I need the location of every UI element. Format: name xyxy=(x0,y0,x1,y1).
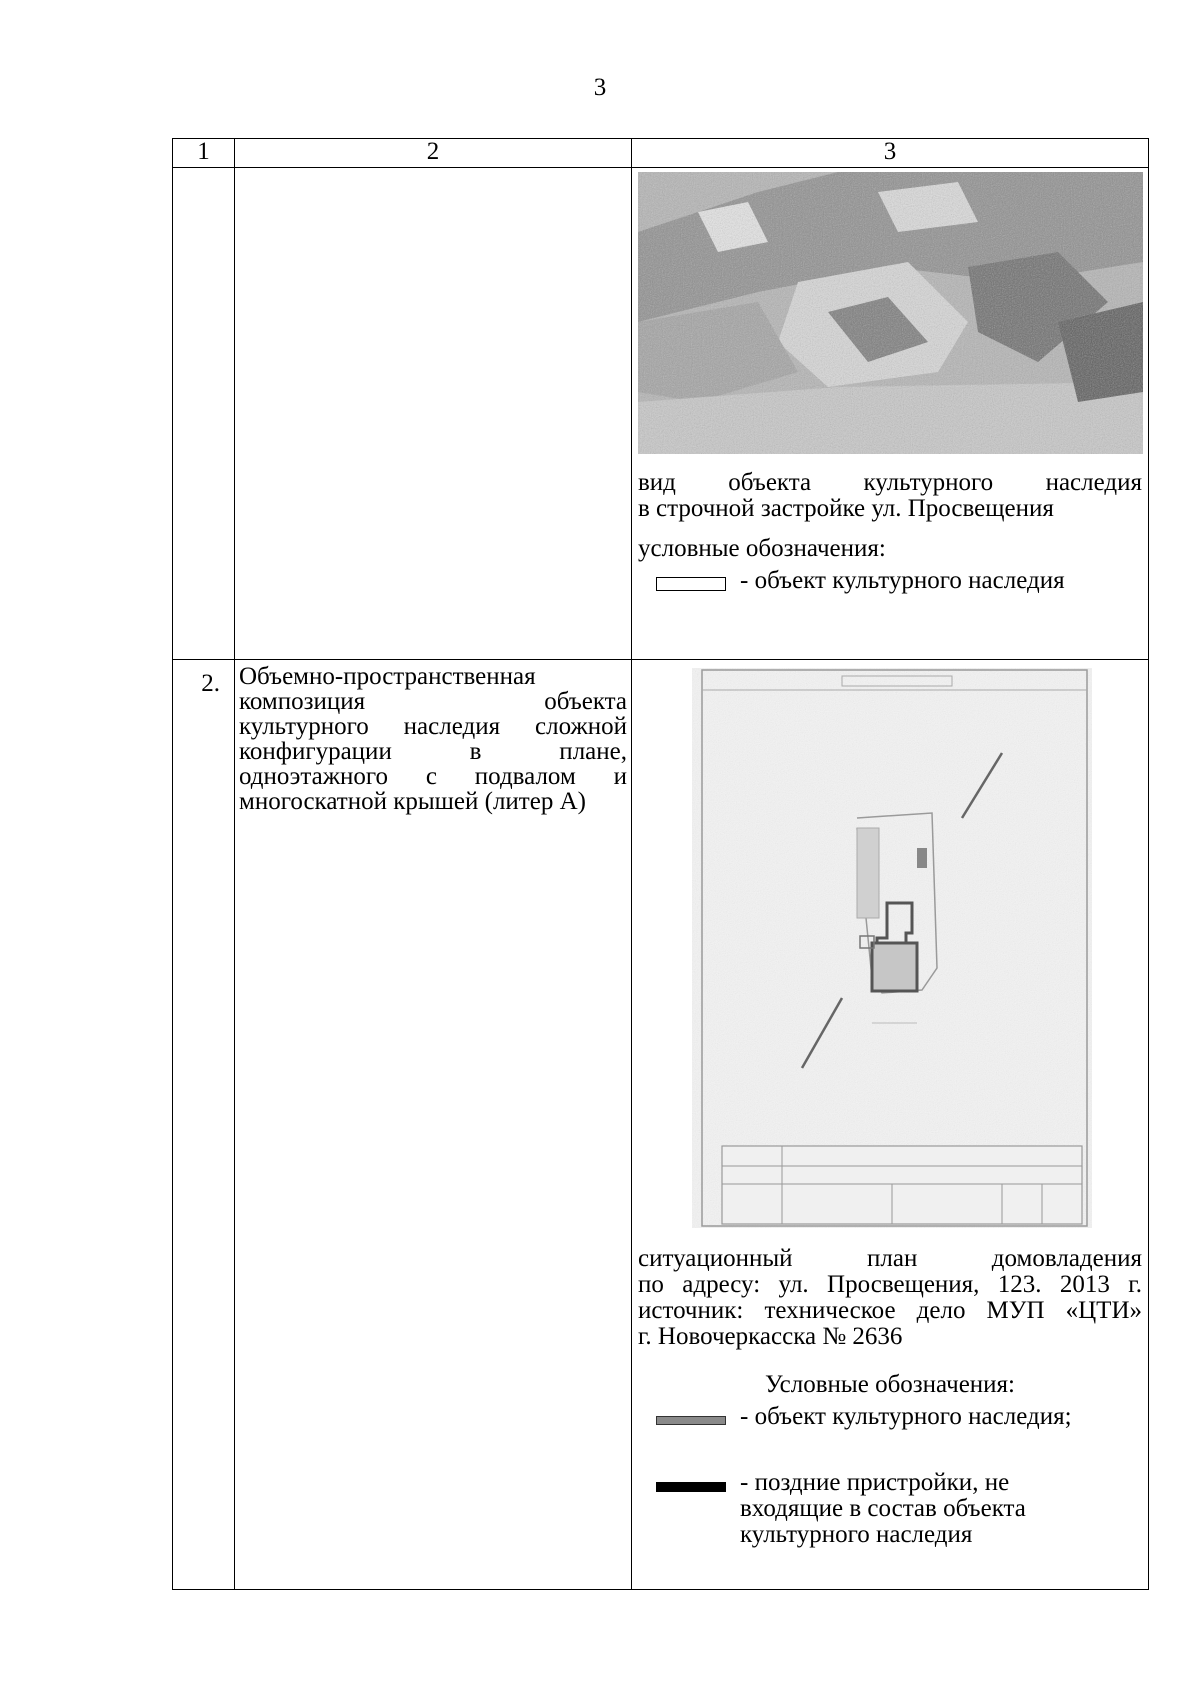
legend-text-line: - поздние пристройки, не xyxy=(740,1469,1010,1496)
header-col-3: 3 xyxy=(632,139,1149,168)
description-line: многоскатной крышей (литер А) xyxy=(239,788,586,815)
heritage-table xyxy=(172,138,1149,1590)
aerial-photo xyxy=(638,172,1143,454)
caption-line: в строчной застройке ул. Просвещения xyxy=(638,495,1054,522)
legend-text: - объект культурного наследия; xyxy=(740,1403,1072,1430)
description-line: композиция объекта xyxy=(239,688,627,715)
legend-item xyxy=(638,568,1142,594)
description-line: конфигурации в плане, xyxy=(239,738,627,765)
grey-swatch-icon xyxy=(656,1416,726,1425)
legend-item xyxy=(638,1404,1142,1430)
legend-text xyxy=(740,1470,1026,1548)
legend-title: условные обозначения: xyxy=(638,535,886,562)
legend-title: Условные обозначения: xyxy=(764,1371,1016,1398)
description-line: Объемно-пространственная xyxy=(239,663,536,690)
legend-text: - объект культурного наследия xyxy=(740,567,1065,594)
caption-line: по адресу: ул. Просвещения, 123. 2013 г. xyxy=(638,1271,1142,1298)
table-header-row xyxy=(173,139,1149,168)
row-description xyxy=(235,660,632,1590)
caption-line: источник: техническое дело МУП «ЦТИ» xyxy=(638,1297,1142,1324)
legend-text-line: входящие в состав объекта xyxy=(740,1495,1026,1522)
table-row xyxy=(173,168,1149,660)
row-illustration xyxy=(632,660,1149,1590)
description-line: культурного наследия сложной xyxy=(239,713,627,740)
legend-item xyxy=(638,1470,1142,1548)
legend-text-line: культурного наследия xyxy=(740,1521,973,1548)
description-line: одноэтажного с подвалом и xyxy=(239,763,627,790)
header-col-2: 2 xyxy=(235,139,632,168)
table-row xyxy=(173,660,1149,1590)
header-col-1: 1 xyxy=(173,139,235,168)
outline-swatch-icon xyxy=(656,577,726,591)
caption-line: г. Новочеркасска № 2636 xyxy=(638,1323,903,1350)
caption-line: вид объекта культурного наследия xyxy=(638,469,1142,496)
page-number: 3 xyxy=(593,74,607,101)
row-illustration xyxy=(632,168,1149,660)
black-swatch-icon xyxy=(656,1482,726,1492)
caption-line: ситуационный план домовладения xyxy=(638,1245,1142,1272)
row-number xyxy=(173,168,235,660)
row-number: 2. xyxy=(173,660,235,1590)
row-description xyxy=(235,168,632,660)
situation-plan-image xyxy=(692,668,1092,1228)
